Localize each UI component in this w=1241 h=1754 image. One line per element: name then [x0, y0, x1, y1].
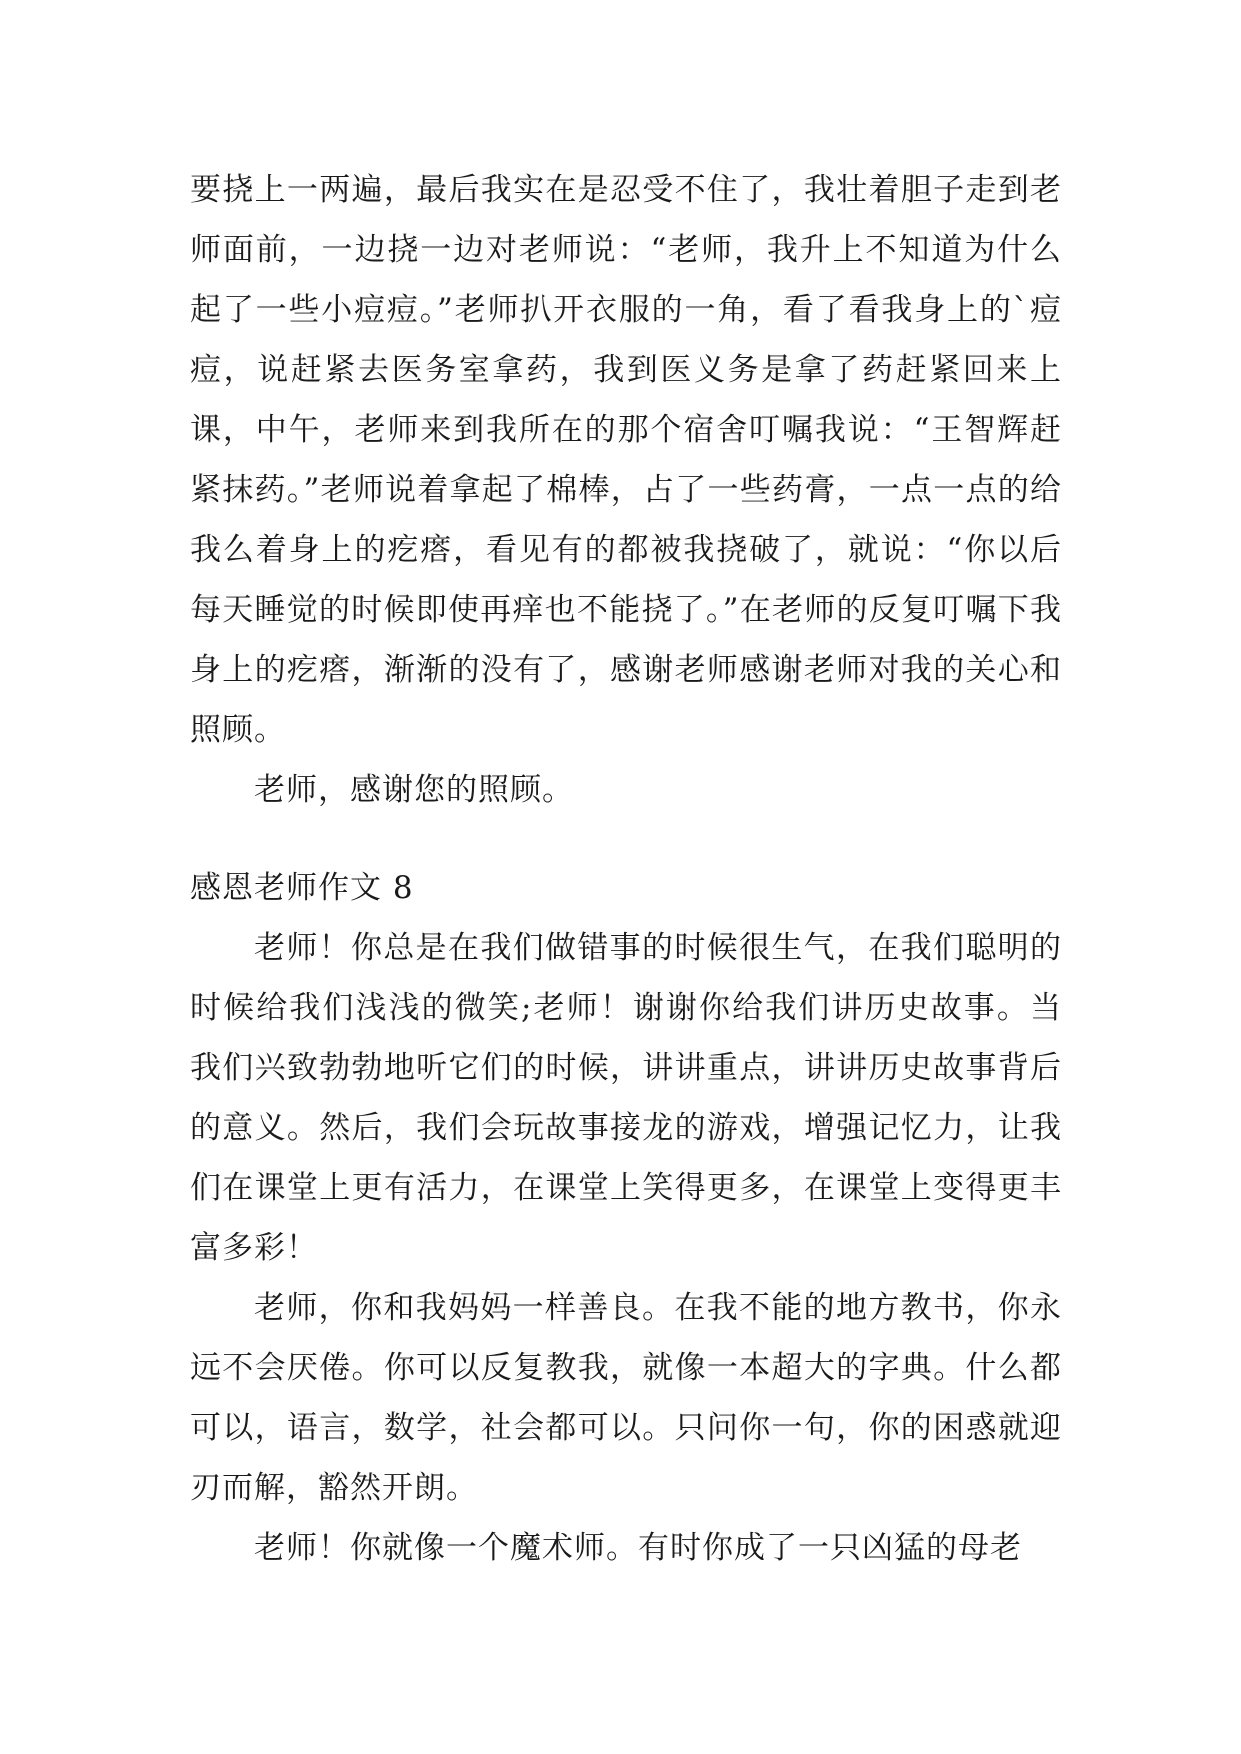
paragraph: 要挠上一两遍，最后我实在是忍受不住了，我壮着胆子走到老师面前，一边挠一边对老师说：“老师，我升上不知道为什么起了一些小痘痘。”老师扒开衣服的一角，看了看我身上的`痘痘，说赶紧去医务室拿药，我到医义务是拿了药赶紧回来上课，中午，老师来到我所在的那个宿舍叮嘱我说：“王智辉赶紧抹药。”老师说着拿起了棉棒，占了一些药膏，一点一点的给我么着身上的疙瘩，看见有的都被我挠破了，就说：“你以后每天睡觉的时候即使再痒也不能挠了。”在老师的反复叮嘱下我身上的疙瘩，渐渐的没有了，感谢老师感谢老师对我的关心和照顾。	[190, 172, 1062, 748]
paragraph: 老师，感谢您的照顾。	[254, 772, 574, 808]
essay-continuation	[190, 160, 1062, 820]
essay-section-8	[190, 858, 1062, 1578]
paragraph: 老师！你总是在我们做错事的时候很生气，在我们聪明的时候给我们浅浅的微笑;老师！谢谢你给我们讲历史故事。当我们兴致勃勃地听它们的时候，讲讲重点，讲讲历史故事背后的意义。然后，我们会玩故事接龙的游戏，增强记忆力，让我们在课堂上更有活力，在课堂上笑得更多，在课堂上变得更丰富多彩！	[190, 930, 1062, 1266]
essay-title: 感恩老师作文 8	[190, 870, 414, 906]
paragraph: 老师，你和我妈妈一样善良。在我不能的地方教书，你永远不会厌倦。你可以反复教我，就像一本超大的字典。什么都可以，语言，数学，社会都可以。只问你一句，你的困惑就迎刃而解，豁然开朗。	[190, 1290, 1062, 1506]
paragraph: 老师！你就像一个魔术师。有时你成了一只凶猛的母老	[254, 1530, 1022, 1566]
